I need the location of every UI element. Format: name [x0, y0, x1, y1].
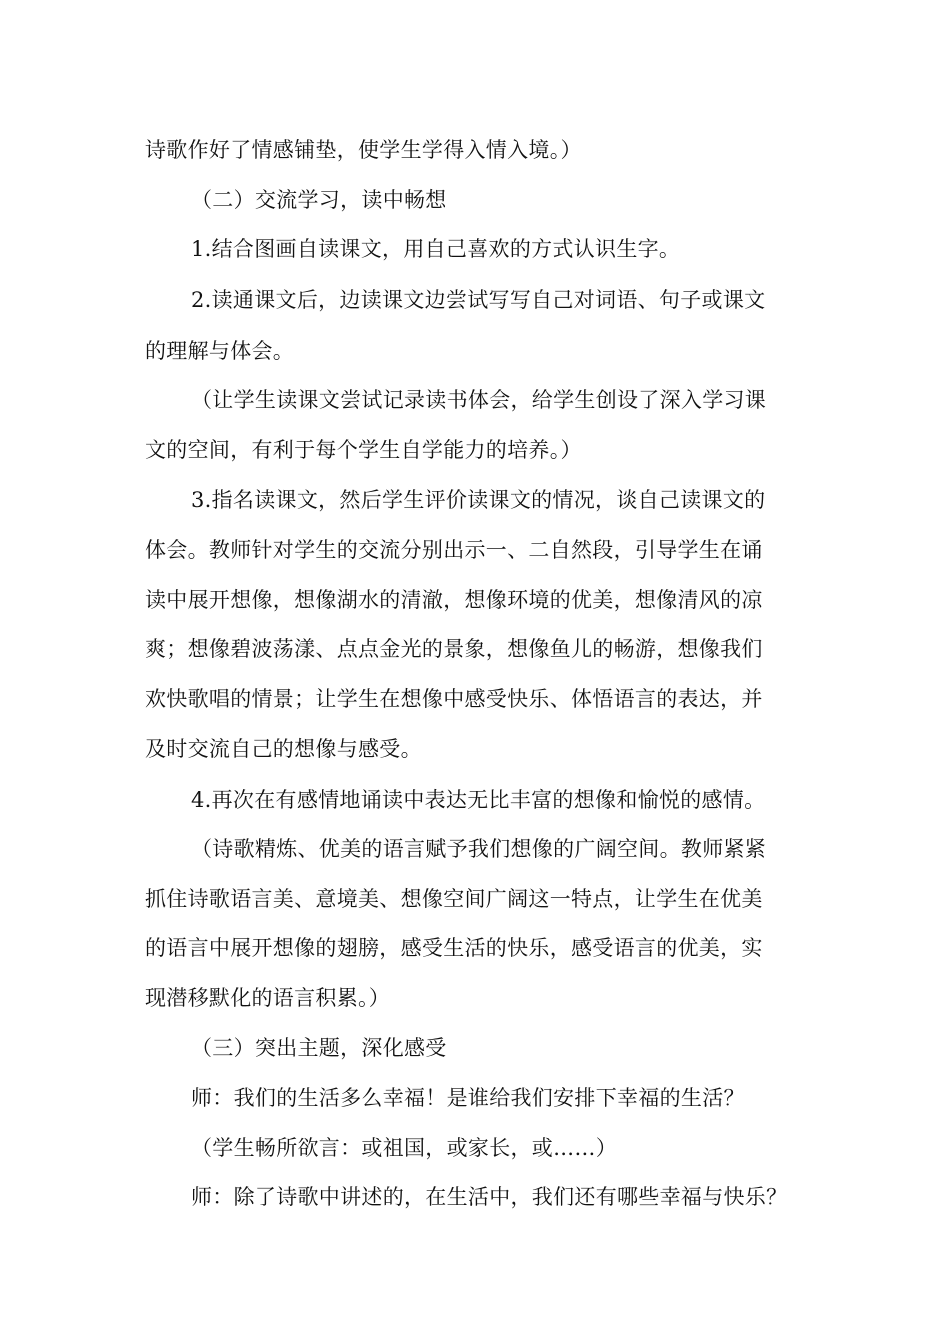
text-line: 现潜移默化的语言积累。）	[145, 986, 391, 1010]
section-heading: （二）交流学习，读中畅想	[191, 188, 447, 212]
text-line: 3.指名读课文，然后学生评价读课文的情况，谈自己读课文的	[191, 488, 766, 512]
text-line: 体会。教师针对学生的交流分别出示一、二自然段，引导学生在诵	[145, 538, 763, 562]
text-line: （让学生读课文尝试记录读书体会，给学生创设了深入学习课	[191, 388, 767, 412]
text-line: 师：除了诗歌中讲述的，在生活中，我们还有哪些幸福与快乐？	[191, 1185, 788, 1209]
text-line: （学生畅所欲言：或祖国，或家长，或……）	[191, 1136, 617, 1160]
text-line: 爽；想像碧波荡漾、点点金光的景象，想像鱼儿的畅游，想像我们	[145, 637, 763, 661]
text-line: 抓住诗歌语言美、意境美、想像空间广阔这一特点，让学生在优美	[145, 887, 763, 911]
section-heading: （三）突出主题，深化感受	[191, 1036, 447, 1060]
text-line: 4.再次在有感情地诵读中表达无比丰富的想像和愉悦的感情。	[191, 788, 766, 812]
text-line: 欢快歌唱的情景；让学生在想像中感受快乐、体悟语言的表达，并	[145, 687, 763, 711]
text-line: 诗歌作好了情感铺垫，使学生学得入情入境。）	[145, 138, 582, 162]
text-line: 读中展开想像，想像湖水的清澈，想像环境的优美，想像清风的凉	[145, 588, 763, 612]
text-line: 的语言中展开想像的翅膀，感受生活的快乐，感受语言的优美，实	[145, 936, 763, 960]
text-line: 及时交流自己的想像与感受。	[145, 737, 422, 761]
text-line: 师：我们的生活多么幸福！是谁给我们安排下幸福的生活？	[191, 1086, 745, 1110]
text-line: 的理解与体会。	[145, 339, 295, 363]
text-line: 2.读通课文后，边读课文边尝试写写自己对词语、句子或课文	[191, 288, 766, 312]
text-line: 文的空间，有利于每个学生自学能力的培养。）	[145, 438, 582, 462]
text-line: （诗歌精炼、优美的语言赋予我们想像的广阔空间。教师紧紧	[191, 837, 767, 861]
text-line: 1.结合图画自读课文，用自己喜欢的方式认识生字。	[191, 237, 681, 261]
